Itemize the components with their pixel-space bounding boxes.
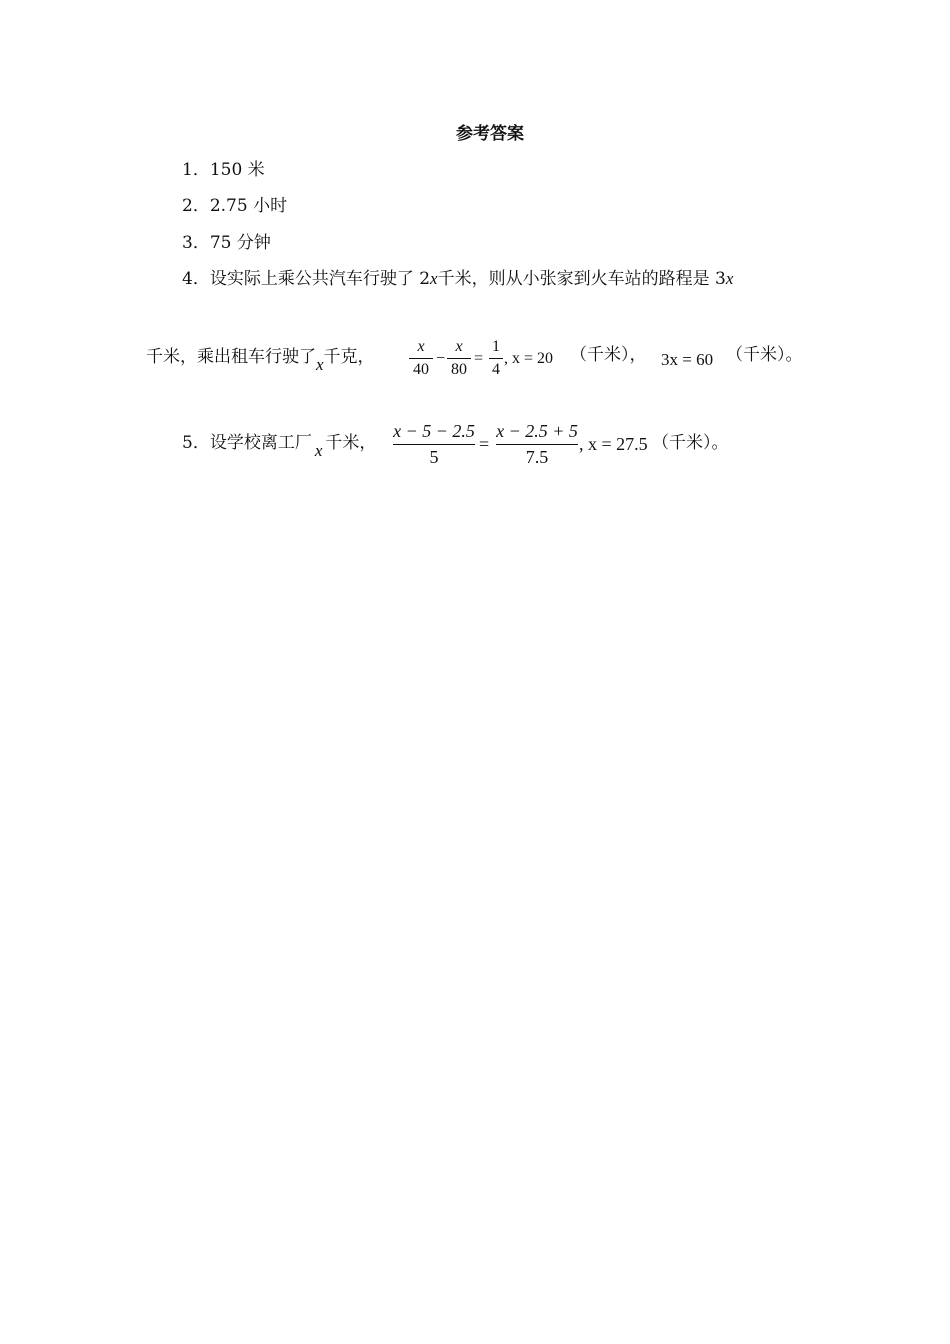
fraction-numerator: x − 5 − 2.5	[393, 421, 475, 441]
fraction-denominator: 5	[429, 447, 439, 467]
fraction-x-over-40	[409, 338, 433, 379]
answer-4-var: x	[430, 269, 438, 288]
fraction-bar	[409, 358, 433, 359]
answer-4-line2-var: x	[316, 355, 324, 374]
fraction-bar	[489, 358, 503, 359]
fraction-denominator: 80	[451, 361, 467, 378]
fraction-bar	[496, 444, 578, 445]
answer-4-var2: x	[725, 269, 734, 288]
answer-5-text	[182, 428, 377, 460]
result-x-equals-27-5: , x = 27.5	[579, 434, 648, 454]
answer-4-line-1	[182, 264, 733, 289]
answer-5-var: x	[314, 441, 323, 460]
fraction-1-over-4	[489, 338, 503, 379]
answer-2: 2．2.75 小时	[182, 196, 288, 216]
answer-5-prefix: 5．设学校离工厂	[182, 433, 312, 453]
answer-4-line2-suffix: 千克，	[323, 347, 375, 367]
fraction-bar	[393, 444, 475, 445]
fraction-numerator: 1	[492, 338, 500, 355]
unit-km-1: （千米），	[570, 345, 647, 365]
result-x-equals-20: , x = 20	[504, 350, 554, 367]
fraction-denominator: 4	[492, 361, 500, 378]
answer-4-line-2-text	[146, 342, 375, 374]
answer-3: 3．75 分钟	[182, 233, 271, 253]
unit-km-2: （千米）。	[726, 345, 803, 365]
result-3x-equals-60: 3x = 60	[661, 350, 714, 369]
fraction-numerator: x − 2.5 + 5	[496, 421, 578, 441]
minus-sign: −	[436, 350, 446, 367]
fraction-numerator: x	[417, 338, 425, 355]
fraction-x-over-80	[447, 338, 471, 379]
answer-1: 1．150 米	[182, 160, 265, 180]
fraction-denominator: 7.5	[525, 447, 549, 467]
answer-4-line2-prefix: 千米，乘出租车行驶了	[146, 347, 316, 367]
answer-4-mid: 千米，则从小张家到火车站的路程是 3	[437, 269, 726, 289]
fraction-left	[393, 421, 475, 468]
fraction-numerator: x	[455, 338, 463, 355]
fraction-bar	[447, 358, 471, 359]
fraction-right	[496, 421, 578, 468]
answer-4-prefix: 4．设实际上乘公共汽车行驶了 2	[182, 269, 431, 289]
page-title: 参考答案	[456, 124, 524, 144]
answer-5-suffix: 千米，	[325, 433, 377, 453]
unit-km-3: （千米）。	[652, 433, 729, 453]
fraction-denominator: 40	[413, 361, 429, 378]
equals-sign: =	[479, 434, 490, 454]
equals-sign: =	[474, 350, 484, 367]
